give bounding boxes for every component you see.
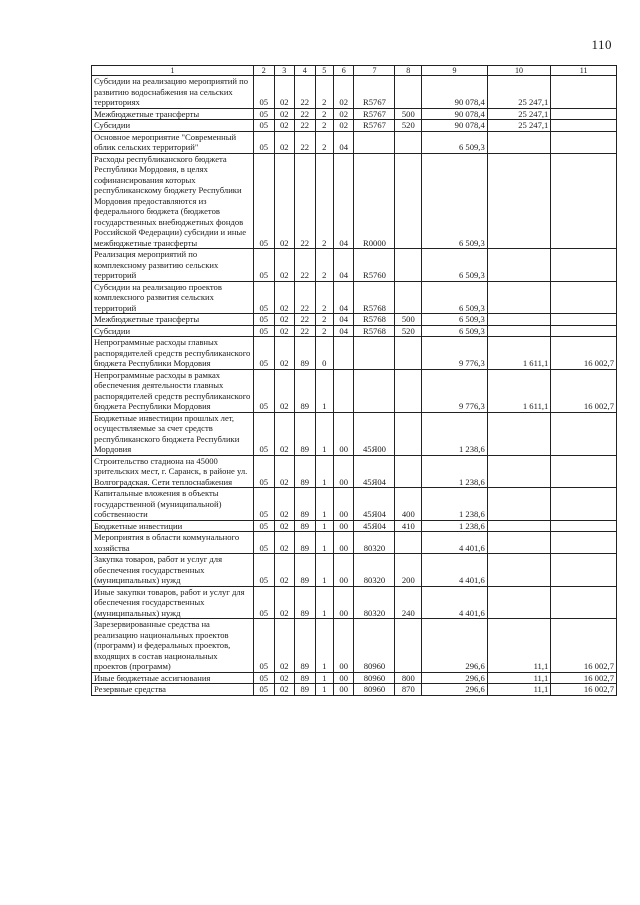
amount-col9: 1 238,6 bbox=[422, 488, 488, 521]
amount-col10: 25 247,1 bbox=[487, 108, 551, 120]
table-row bbox=[92, 325, 617, 337]
expense-type-code bbox=[395, 249, 422, 282]
table-row bbox=[92, 108, 617, 120]
event-code: 00 bbox=[333, 586, 354, 619]
direction-code bbox=[354, 369, 395, 412]
direction-code: R0000 bbox=[354, 153, 395, 249]
section-code: 05 bbox=[254, 108, 275, 120]
section-code: 05 bbox=[254, 120, 275, 132]
subsection-code: 02 bbox=[274, 412, 295, 455]
table-row bbox=[92, 131, 617, 153]
direction-code: 80320 bbox=[354, 554, 395, 587]
subsection-code: 02 bbox=[274, 249, 295, 282]
direction-code bbox=[354, 337, 395, 370]
amount-col10 bbox=[487, 520, 551, 532]
amount-col11 bbox=[551, 76, 617, 109]
program-code: 22 bbox=[295, 108, 316, 120]
row-name: Закупка товаров, работ и услуг для обеспечения государственных (муниципальных) нужд bbox=[92, 554, 254, 587]
direction-code: 80960 bbox=[354, 684, 395, 696]
section-code: 05 bbox=[254, 532, 275, 554]
amount-col11 bbox=[551, 520, 617, 532]
amount-col10: 25 247,1 bbox=[487, 120, 551, 132]
amount-col10 bbox=[487, 249, 551, 282]
amount-col11 bbox=[551, 488, 617, 521]
subprogram-code: 1 bbox=[315, 488, 333, 521]
amount-col10 bbox=[487, 153, 551, 249]
table-row bbox=[92, 76, 617, 109]
section-code: 05 bbox=[254, 554, 275, 587]
direction-code: R5768 bbox=[354, 314, 395, 326]
section-code: 05 bbox=[254, 153, 275, 249]
row-name: Зарезервированные средства на реализацию национальных проектов (программ) и федеральных проектов, входящих в состав национальных проектов (программ) bbox=[92, 619, 254, 673]
amount-col11 bbox=[551, 153, 617, 249]
amount-col10: 1 611,1 bbox=[487, 369, 551, 412]
direction-code: 80960 bbox=[354, 619, 395, 673]
amount-col9: 296,6 bbox=[422, 619, 488, 673]
amount-col9: 296,6 bbox=[422, 684, 488, 696]
amount-col9: 6 509,3 bbox=[422, 325, 488, 337]
subprogram-code: 2 bbox=[315, 249, 333, 282]
amount-col11: 16 002,7 bbox=[551, 684, 617, 696]
program-code: 89 bbox=[295, 520, 316, 532]
subprogram-code: 1 bbox=[315, 455, 333, 488]
amount-col10 bbox=[487, 586, 551, 619]
program-code: 89 bbox=[295, 412, 316, 455]
subsection-code: 02 bbox=[274, 108, 295, 120]
table-row bbox=[92, 281, 617, 314]
expense-type-code: 520 bbox=[395, 120, 422, 132]
row-name: Капитальные вложения в объекты государственной (муниципальной) собственности bbox=[92, 488, 254, 521]
expense-type-code bbox=[395, 131, 422, 153]
program-code: 89 bbox=[295, 455, 316, 488]
expense-type-code: 500 bbox=[395, 108, 422, 120]
event-code: 00 bbox=[333, 554, 354, 587]
event-code: 02 bbox=[333, 108, 354, 120]
section-code: 05 bbox=[254, 684, 275, 696]
expense-type-code bbox=[395, 281, 422, 314]
amount-col10: 25 247,1 bbox=[487, 76, 551, 109]
table-row bbox=[92, 520, 617, 532]
subprogram-code: 2 bbox=[315, 108, 333, 120]
program-code: 89 bbox=[295, 488, 316, 521]
page-number: 110 bbox=[591, 37, 612, 52]
table-row bbox=[92, 619, 617, 673]
section-code: 05 bbox=[254, 455, 275, 488]
column-header: 11 bbox=[551, 66, 617, 76]
direction-code: 80320 bbox=[354, 586, 395, 619]
event-code: 04 bbox=[333, 131, 354, 153]
amount-col11 bbox=[551, 314, 617, 326]
amount-col9: 4 401,6 bbox=[422, 554, 488, 587]
event-code: 00 bbox=[333, 619, 354, 673]
amount-col9: 6 509,3 bbox=[422, 281, 488, 314]
direction-code bbox=[354, 131, 395, 153]
direction-code: 80320 bbox=[354, 532, 395, 554]
column-header: 8 bbox=[395, 66, 422, 76]
section-code: 05 bbox=[254, 131, 275, 153]
expense-type-code: 520 bbox=[395, 325, 422, 337]
row-name: Субсидии на реализацию мероприятий по развитию водоснабжения на сельских территориях bbox=[92, 76, 254, 109]
event-code: 04 bbox=[333, 325, 354, 337]
subprogram-code: 2 bbox=[315, 281, 333, 314]
section-code: 05 bbox=[254, 369, 275, 412]
section-code: 05 bbox=[254, 337, 275, 370]
direction-code: R5767 bbox=[354, 108, 395, 120]
amount-col10: 1 611,1 bbox=[487, 337, 551, 370]
program-code: 89 bbox=[295, 619, 316, 673]
amount-col11 bbox=[551, 532, 617, 554]
direction-code: R5768 bbox=[354, 281, 395, 314]
program-code: 89 bbox=[295, 586, 316, 619]
amount-col10 bbox=[487, 314, 551, 326]
event-code bbox=[333, 337, 354, 370]
section-code: 05 bbox=[254, 76, 275, 109]
amount-col9: 9 776,3 bbox=[422, 369, 488, 412]
row-name: Межбюджетные трансферты bbox=[92, 108, 254, 120]
amount-col9: 1 238,6 bbox=[422, 520, 488, 532]
column-header: 6 bbox=[333, 66, 354, 76]
amount-col9: 9 776,3 bbox=[422, 337, 488, 370]
amount-col9: 1 238,6 bbox=[422, 455, 488, 488]
expense-type-code: 410 bbox=[395, 520, 422, 532]
program-code: 89 bbox=[295, 337, 316, 370]
subprogram-code: 0 bbox=[315, 337, 333, 370]
amount-col11: 16 002,7 bbox=[551, 619, 617, 673]
amount-col11 bbox=[551, 586, 617, 619]
subsection-code: 02 bbox=[274, 131, 295, 153]
section-code: 05 bbox=[254, 314, 275, 326]
event-code: 00 bbox=[333, 520, 354, 532]
subsection-code: 02 bbox=[274, 314, 295, 326]
subsection-code: 02 bbox=[274, 532, 295, 554]
amount-col9: 6 509,3 bbox=[422, 314, 488, 326]
subsection-code: 02 bbox=[274, 619, 295, 673]
amount-col11 bbox=[551, 131, 617, 153]
expense-type-code: 240 bbox=[395, 586, 422, 619]
column-header: 5 bbox=[315, 66, 333, 76]
amount-col9: 4 401,6 bbox=[422, 532, 488, 554]
amount-col11: 16 002,7 bbox=[551, 369, 617, 412]
row-name: Иные бюджетные ассигнования bbox=[92, 672, 254, 684]
row-name: Реализация мероприятий по комплексному развитию сельских территорий bbox=[92, 249, 254, 282]
expense-type-code bbox=[395, 153, 422, 249]
row-name: Субсидии bbox=[92, 325, 254, 337]
table-row bbox=[92, 554, 617, 587]
program-code: 89 bbox=[295, 684, 316, 696]
program-code: 22 bbox=[295, 120, 316, 132]
program-code: 22 bbox=[295, 153, 316, 249]
amount-col9: 90 078,4 bbox=[422, 108, 488, 120]
direction-code: R5767 bbox=[354, 120, 395, 132]
amount-col10 bbox=[487, 281, 551, 314]
amount-col9: 6 509,3 bbox=[422, 153, 488, 249]
direction-code: R5760 bbox=[354, 249, 395, 282]
section-code: 05 bbox=[254, 672, 275, 684]
subprogram-code: 2 bbox=[315, 131, 333, 153]
row-name: Расходы республиканского бюджета Республики Мордовия, в целях софинансирования которых республиканскому бюджету Республики Мордовия предоставляются из федерального бюджета (бюджетов государственных внебюджетных фондов Российской Федерации) субсидии и иные межбюджетные трансферты bbox=[92, 153, 254, 249]
program-code: 22 bbox=[295, 325, 316, 337]
subsection-code: 02 bbox=[274, 455, 295, 488]
section-code: 05 bbox=[254, 281, 275, 314]
table-row bbox=[92, 369, 617, 412]
row-name: Резервные средства bbox=[92, 684, 254, 696]
direction-code: 45Я04 bbox=[354, 520, 395, 532]
subprogram-code: 2 bbox=[315, 120, 333, 132]
amount-col11: 16 002,7 bbox=[551, 672, 617, 684]
table-row bbox=[92, 412, 617, 455]
row-name: Межбюджетные трансферты bbox=[92, 314, 254, 326]
row-name: Субсидии bbox=[92, 120, 254, 132]
section-code: 05 bbox=[254, 520, 275, 532]
amount-col10 bbox=[487, 455, 551, 488]
program-code: 22 bbox=[295, 131, 316, 153]
table-row bbox=[92, 488, 617, 521]
table-row bbox=[92, 586, 617, 619]
amount-col9: 1 238,6 bbox=[422, 412, 488, 455]
amount-col9: 90 078,4 bbox=[422, 76, 488, 109]
event-code: 02 bbox=[333, 76, 354, 109]
subsection-code: 02 bbox=[274, 488, 295, 521]
section-code: 05 bbox=[254, 325, 275, 337]
amount-col11 bbox=[551, 412, 617, 455]
event-code: 04 bbox=[333, 153, 354, 249]
amount-col11: 16 002,7 bbox=[551, 337, 617, 370]
program-code: 22 bbox=[295, 249, 316, 282]
direction-code: R5768 bbox=[354, 325, 395, 337]
amount-col10 bbox=[487, 532, 551, 554]
expense-type-code bbox=[395, 369, 422, 412]
subsection-code: 02 bbox=[274, 684, 295, 696]
amount-col11 bbox=[551, 281, 617, 314]
event-code: 00 bbox=[333, 488, 354, 521]
row-name: Иные закупки товаров, работ и услуг для обеспечения государственных (муниципальных) нужд bbox=[92, 586, 254, 619]
row-name: Строительство стадиона на 45000 зрительских мест, г. Саранск, в районе ул. Волгоградская. Сети теплоснабжения bbox=[92, 455, 254, 488]
table-row bbox=[92, 120, 617, 132]
section-code: 05 bbox=[254, 619, 275, 673]
budget-table bbox=[91, 65, 617, 696]
direction-code: 45Я04 bbox=[354, 488, 395, 521]
subsection-code: 02 bbox=[274, 120, 295, 132]
table-row bbox=[92, 249, 617, 282]
amount-col10 bbox=[487, 325, 551, 337]
subprogram-code: 2 bbox=[315, 325, 333, 337]
expense-type-code bbox=[395, 76, 422, 109]
subsection-code: 02 bbox=[274, 554, 295, 587]
subsection-code: 02 bbox=[274, 337, 295, 370]
event-code: 04 bbox=[333, 249, 354, 282]
amount-col11 bbox=[551, 249, 617, 282]
amount-col10 bbox=[487, 554, 551, 587]
expense-type-code: 200 bbox=[395, 554, 422, 587]
section-code: 05 bbox=[254, 249, 275, 282]
amount-col11 bbox=[551, 554, 617, 587]
event-code: 00 bbox=[333, 684, 354, 696]
column-header: 3 bbox=[274, 66, 295, 76]
table-row bbox=[92, 455, 617, 488]
event-code: 00 bbox=[333, 672, 354, 684]
direction-code: 45Я04 bbox=[354, 455, 395, 488]
subprogram-code: 1 bbox=[315, 684, 333, 696]
row-name: Бюджетные инвестиции прошлых лет, осуществляемые за счет средств республиканского бюджета Республики Мордовия bbox=[92, 412, 254, 455]
expense-type-code: 400 bbox=[395, 488, 422, 521]
event-code bbox=[333, 369, 354, 412]
expense-type-code bbox=[395, 455, 422, 488]
section-code: 05 bbox=[254, 488, 275, 521]
direction-code: 45Я00 bbox=[354, 412, 395, 455]
row-name: Мероприятия в области коммунального хозяйства bbox=[92, 532, 254, 554]
amount-col10 bbox=[487, 488, 551, 521]
program-code: 22 bbox=[295, 281, 316, 314]
program-code: 89 bbox=[295, 672, 316, 684]
amount-col9: 296,6 bbox=[422, 672, 488, 684]
amount-col10: 11,1 bbox=[487, 672, 551, 684]
subsection-code: 02 bbox=[274, 153, 295, 249]
table-row bbox=[92, 153, 617, 249]
table-row bbox=[92, 314, 617, 326]
row-name: Бюджетные инвестиции bbox=[92, 520, 254, 532]
event-code: 04 bbox=[333, 314, 354, 326]
program-code: 89 bbox=[295, 554, 316, 587]
row-name: Непрограммные расходы в рамках обеспечения деятельности главных распорядителей средств республиканского бюджета Республики Мордовия bbox=[92, 369, 254, 412]
subprogram-code: 1 bbox=[315, 369, 333, 412]
amount-col11 bbox=[551, 455, 617, 488]
program-code: 22 bbox=[295, 314, 316, 326]
expense-type-code bbox=[395, 337, 422, 370]
expense-type-code: 500 bbox=[395, 314, 422, 326]
subsection-code: 02 bbox=[274, 672, 295, 684]
event-code: 00 bbox=[333, 532, 354, 554]
subsection-code: 02 bbox=[274, 369, 295, 412]
expense-type-code: 870 bbox=[395, 684, 422, 696]
column-header: 4 bbox=[295, 66, 316, 76]
row-name: Основное мероприятие "Современный облик сельских территорий" bbox=[92, 131, 254, 153]
amount-col11 bbox=[551, 325, 617, 337]
column-header: 7 bbox=[354, 66, 395, 76]
program-code: 89 bbox=[295, 369, 316, 412]
subprogram-code: 1 bbox=[315, 619, 333, 673]
program-code: 89 bbox=[295, 532, 316, 554]
subprogram-code: 1 bbox=[315, 554, 333, 587]
subsection-code: 02 bbox=[274, 520, 295, 532]
subprogram-code: 1 bbox=[315, 586, 333, 619]
amount-col9: 90 078,4 bbox=[422, 120, 488, 132]
section-code: 05 bbox=[254, 586, 275, 619]
subprogram-code: 2 bbox=[315, 314, 333, 326]
expense-type-code: 800 bbox=[395, 672, 422, 684]
column-header: 2 bbox=[254, 66, 275, 76]
event-code: 02 bbox=[333, 120, 354, 132]
event-code: 00 bbox=[333, 455, 354, 488]
amount-col11 bbox=[551, 108, 617, 120]
direction-code: 80960 bbox=[354, 672, 395, 684]
amount-col10: 11,1 bbox=[487, 619, 551, 673]
subprogram-code: 1 bbox=[315, 520, 333, 532]
subprogram-code: 1 bbox=[315, 412, 333, 455]
expense-type-code bbox=[395, 532, 422, 554]
table-row bbox=[92, 684, 617, 696]
row-name: Непрограммные расходы главных распорядителей средств республиканского бюджета Республики Мордовия bbox=[92, 337, 254, 370]
amount-col10 bbox=[487, 131, 551, 153]
column-header: 10 bbox=[487, 66, 551, 76]
column-header: 1 bbox=[92, 66, 254, 76]
amount-col11 bbox=[551, 120, 617, 132]
event-code: 04 bbox=[333, 281, 354, 314]
table-row bbox=[92, 337, 617, 370]
table-row bbox=[92, 532, 617, 554]
subsection-code: 02 bbox=[274, 76, 295, 109]
amount-col10 bbox=[487, 412, 551, 455]
subprogram-code: 1 bbox=[315, 532, 333, 554]
amount-col10: 11,1 bbox=[487, 684, 551, 696]
column-number-row bbox=[92, 66, 617, 76]
expense-type-code bbox=[395, 412, 422, 455]
subprogram-code: 1 bbox=[315, 672, 333, 684]
subsection-code: 02 bbox=[274, 325, 295, 337]
expense-type-code bbox=[395, 619, 422, 673]
program-code: 22 bbox=[295, 76, 316, 109]
subprogram-code: 2 bbox=[315, 76, 333, 109]
table-row bbox=[92, 672, 617, 684]
subsection-code: 02 bbox=[274, 586, 295, 619]
amount-col9: 6 509,3 bbox=[422, 131, 488, 153]
direction-code: R5767 bbox=[354, 76, 395, 109]
subsection-code: 02 bbox=[274, 281, 295, 314]
amount-col9: 6 509,3 bbox=[422, 249, 488, 282]
column-header: 9 bbox=[422, 66, 488, 76]
event-code: 00 bbox=[333, 412, 354, 455]
subprogram-code: 2 bbox=[315, 153, 333, 249]
row-name: Субсидии на реализацию проектов комплексного развития сельских территорий bbox=[92, 281, 254, 314]
amount-col9: 4 401,6 bbox=[422, 586, 488, 619]
section-code: 05 bbox=[254, 412, 275, 455]
